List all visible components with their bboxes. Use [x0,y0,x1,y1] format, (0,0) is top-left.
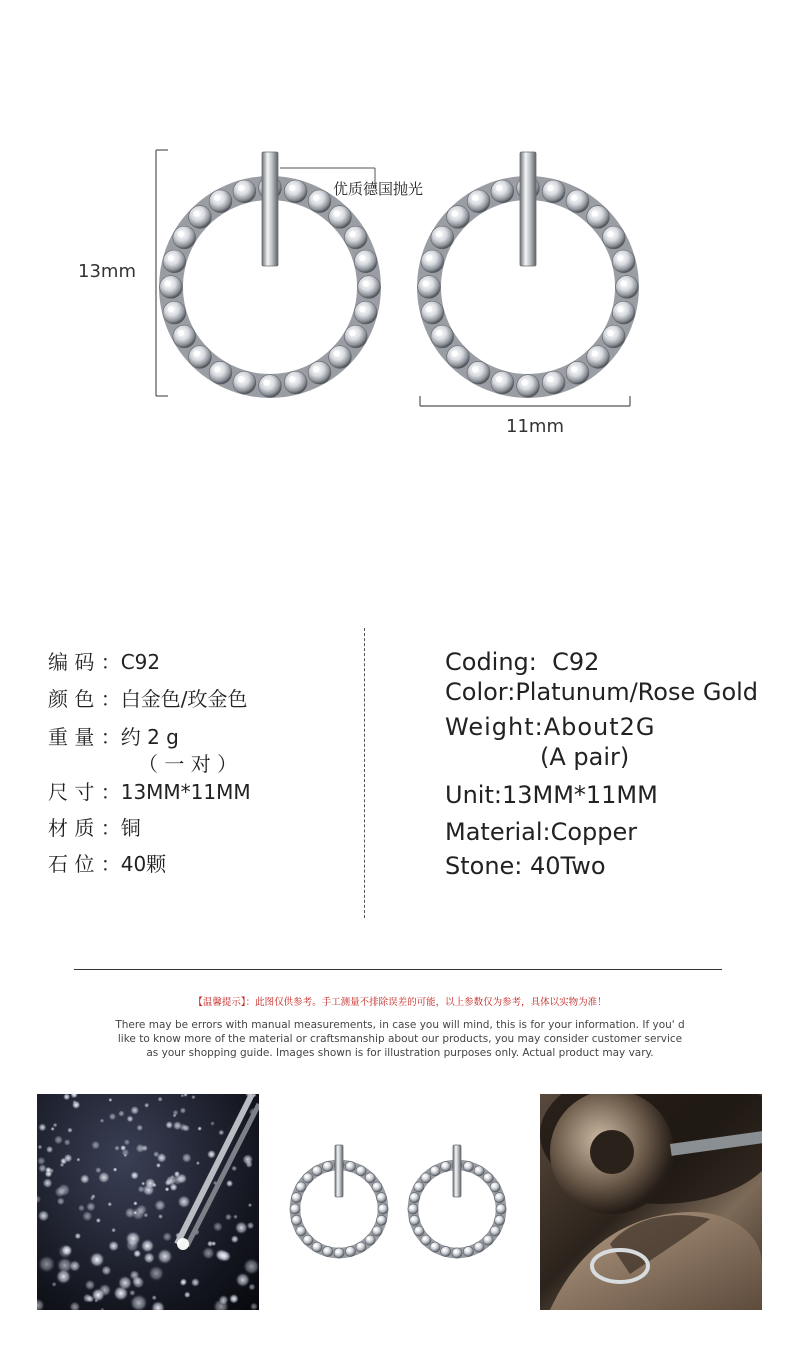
spec-en-weight-note: (A pair) [540,743,630,771]
notice-en-line: like to know more of the material or craftsmanship about our products, you may consider customer service [117,1033,683,1045]
spec-value: 13MM*11MM [120,780,251,804]
earring-small-left-image [285,1135,405,1263]
photo-earrings [285,1135,530,1265]
spec-label: 材 质 ： [48,816,121,840]
polishing-image [540,1094,762,1310]
spec-value: 40颗 [120,852,167,876]
notice-cn: 【温馨提示】：此图仅供参考。手工测量不排除误差的可能，以上参数仅为参考，具体以实物为准！ [193,997,607,1008]
spec-section [0,620,800,920]
spec-divider [364,628,365,918]
notice-rule [74,969,722,970]
dimension-diagram [0,0,800,480]
width-label: 11mm [506,416,564,437]
earring-left-image [155,140,385,400]
spec-value: 白金色/玫金色 [120,687,248,711]
spec-label: 重 量 ： [48,725,121,749]
spec-row-weight [48,727,179,747]
spec-row-code [48,652,160,672]
spec-en-code: Coding: C92 [445,648,600,676]
crystals-image [37,1094,259,1310]
spec-label: 尺 寸 ： [48,780,121,804]
notice-en-line: There may be errors with manual measurements, in case you will mind, this is for your information. If you' d [115,1019,685,1031]
photo-polishing [540,1094,762,1310]
height-label: 13mm [78,261,136,282]
spec-value: C92 [120,650,161,674]
spec-en-unit: Unit:13MM*11MM [445,781,658,809]
earring-right-image [413,140,643,400]
spec-value: 约 2 g [120,725,179,749]
earring-small-right-image [403,1135,523,1263]
spec-row-stones [48,854,166,874]
spec-value: 铜 [120,816,141,840]
finish-callout: 优质德国抛光 [333,180,424,198]
spec-row-weight-note [138,754,237,774]
spec-value: （ 一 对 ） [138,752,238,776]
notice-en-line: as your shopping guide. Images shown is for illustration purposes only. Actual product may vary. [146,1047,654,1059]
spec-row-color [48,689,247,709]
spec-label: 颜 色 ： [48,687,121,711]
spec-label: 编 码 ： [48,650,121,674]
spec-en-weight: Weight:About2G [445,713,656,741]
spec-en-material: Material:Copper [445,818,638,846]
spec-label: 石 位 ： [48,852,121,876]
spec-en-color: Color:Platunum/Rose Gold [445,678,759,706]
photo-crystals [37,1094,259,1310]
spec-row-size [48,782,251,802]
spec-en-stones: Stone: 40Two [445,852,606,880]
spec-row-material [48,818,141,838]
notice-en [90,1018,710,1060]
